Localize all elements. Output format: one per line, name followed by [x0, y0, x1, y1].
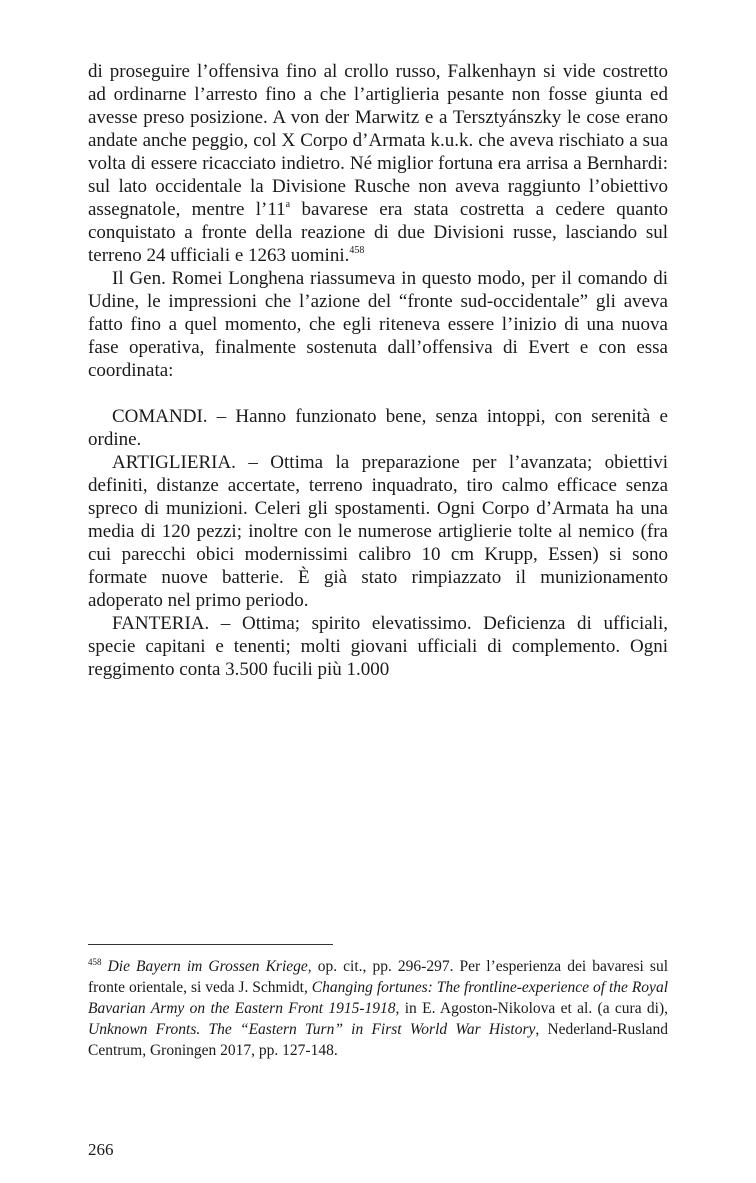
- footnote-divider: [88, 944, 333, 945]
- footnote-text: , op. cit., pp. 296-297. Per l’esperienza dei bavaresi sul fronte orientale, si veda J. Schmidt,: [88, 958, 668, 996]
- paragraph-2: Il Gen. Romei Longhena riassumeva in questo modo, per il comando di Udine, le impressioni che l’azione del “fronte sud-occidentale” gli aveva fatto fino a quel momento, che egli riteneva essere l’inizio di una nuova fase operativa, finalmente sostenuta dall’offensiva di Evert e con essa coordinata:: [88, 268, 668, 381]
- page-number: 266: [88, 1140, 114, 1159]
- footnote-458: [88, 956, 668, 1061]
- quote-artiglieria: ARTIGLIERIA. – Ottima la preparazione per l’avanzata; obiettivi definiti, distanze accertate, terreno inquadrato, tiro calmo efficace senza spreco di munizioni. Celeri gli spostamenti. Ogni Corpo d’Armata ha una media di 120 pezzi; inoltre con le numerose artiglierie tolte al nemico (fra cui parecchi obici modernissimi calibro 10 cm Krupp, Essen) si sono formate nuove batterie. È già stato rimpiazzato il munizionamento adoperato nel primo periodo.: [88, 452, 668, 611]
- footnote-title: Unknown Fronts. The “Eastern Turn” in First World War History: [88, 1021, 536, 1038]
- footnote-reference: 458: [349, 245, 365, 256]
- quote-comandi: COMANDI. – Hanno funzionato bene, senza intoppi, con serenità e ordine.: [88, 406, 668, 450]
- footnotes: [88, 956, 668, 1061]
- footnote-text: , in E. Agoston-Nikolova et al. (a cura di),: [395, 1000, 669, 1017]
- ordinal-superscript: a: [285, 199, 291, 210]
- footnote-title: Changing fortunes: The frontline-experience of the Royal Bavarian Army on the Eastern Front 1915-1918: [88, 979, 668, 1017]
- footnote-number: 458: [88, 957, 102, 967]
- paragraph-1: [88, 60, 668, 267]
- footnote-title: Die Bayern im Grossen Kriege: [107, 958, 308, 975]
- footnote-text: , Nederland-Rusland Centrum, Groningen 2017, pp. 127-148.: [88, 1021, 668, 1059]
- paragraph-1-continued: bavarese era stata costretta a cedere quanto conquistato a fronte della reazione di due Divisioni russe, lasciando sul terreno 24 ufficiali e 1263 uomini.: [88, 199, 668, 266]
- paragraph-1-text: di proseguire l’offensiva fino al crollo russo, Falkenhayn si vide costretto ad ordinarne l’arresto fino a che l’artiglieria pesante non fosse giunta ed avesse preso posizione. A von der Marwitz e a Tersztyánszky le cose erano andate anche peggio, col X Corpo d’Armata k.u.k. che aveva rischiato a sua volta di essere ricacciato indietro. Né miglior fortuna era arrisa a Bernhardi: sul lato occidentale la Divisione Rusche non aveva raggiunto l’obiettivo assegnatole, mentre l’11: [88, 61, 668, 220]
- main-text: [88, 60, 668, 681]
- spacer: [88, 382, 668, 405]
- quote-fanteria: FANTERIA. – Ottima; spirito elevatissimo. Deficienza di ufficiali, specie capitani e tenenti; molti giovani ufficiali di complemento. Ogni reggimento conta 3.500 fucili più 1.000: [88, 613, 668, 680]
